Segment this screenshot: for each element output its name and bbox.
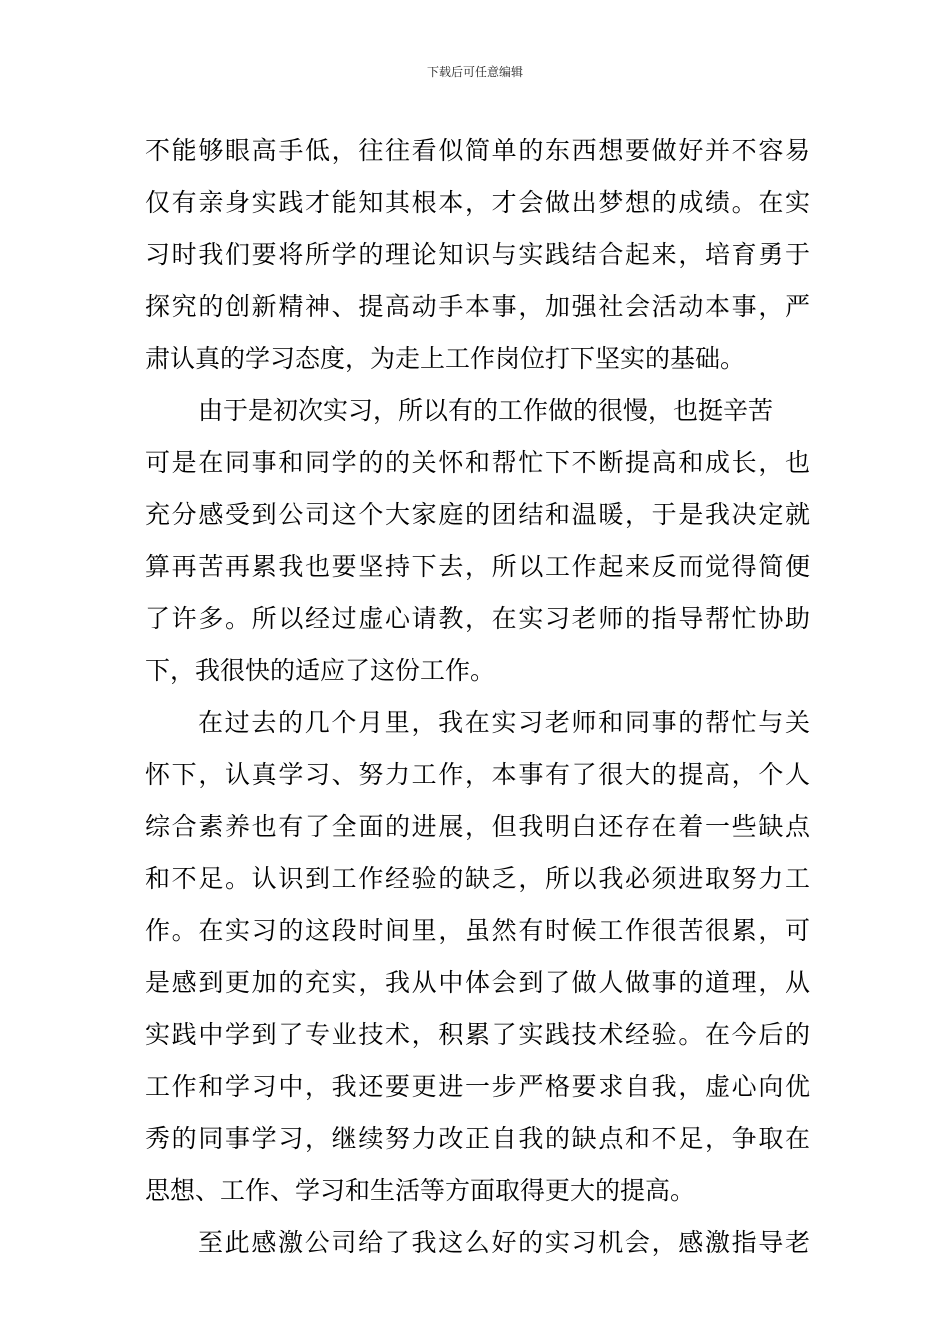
text-line: 是感到更加的充实，我从中体会到了做人做事的道理，从	[145, 968, 810, 997]
paragraph-start-line: 在过去的几个月里，我在实习老师和同事的帮忙与关	[198, 708, 810, 737]
text-line: 怀下，认真学习、努力工作，本事有了很大的提高，个人	[145, 760, 810, 789]
document-body	[145, 125, 810, 1269]
text-line: 下，我很快的适应了这份工作。	[145, 656, 496, 685]
paragraph-start-line: 至此感激公司给了我这么好的实习机会，感激指导老	[198, 1228, 810, 1257]
text-line: 肃认真的学习态度，为走上工作岗位打下坚实的基础。	[145, 344, 746, 373]
text-line: 作。在实习的这段时间里，虽然有时候工作很苦很累，可	[145, 916, 810, 945]
text-line: 思想、工作、学习和生活等方面取得更大的提高。	[145, 1176, 696, 1205]
text-line: 和不足。认识到工作经验的缺乏，所以我必须进取努力工	[145, 864, 810, 893]
text-line: 可是在同事和同学的的关怀和帮忙下不断提高和成长，也	[145, 448, 810, 477]
text-line: 算再苦再累我也要坚持下去，所以工作起来反而觉得简便	[145, 552, 810, 581]
text-line: 习时我们要将所学的理论知识与实践结合起来，培育勇于	[145, 240, 810, 269]
text-line: 探究的创新精神、提高动手本事，加强社会活动本事，严	[145, 292, 810, 321]
text-line: 仅有亲身实践才能知其根本，才会做出梦想的成绩。在实	[145, 188, 810, 217]
page-header: 下载后可任意编辑	[426, 65, 523, 79]
text-line: 秀的同事学习，继续努力改正自我的缺点和不足，争取在	[145, 1124, 810, 1153]
text-line: 充分感受到公司这个大家庭的团结和温暖，于是我决定就	[145, 500, 810, 529]
text-line: 不能够眼高手低，往往看似简单的东西想要做好并不容易	[145, 136, 810, 165]
text-line: 综合素养也有了全面的进展，但我明白还存在着一些缺点	[145, 812, 810, 841]
paragraph-start-line: 由于是初次实习，所以有的工作做的很慢，也挺辛苦	[198, 396, 774, 425]
text-line: 实践中学到了专业技术，积累了实践技术经验。在今后的	[145, 1020, 810, 1049]
text-line: 工作和学习中，我还要更进一步严格要求自我，虚心向优	[145, 1072, 810, 1101]
text-line: 了许多。所以经过虚心请教，在实习老师的指导帮忙协助	[145, 604, 810, 633]
